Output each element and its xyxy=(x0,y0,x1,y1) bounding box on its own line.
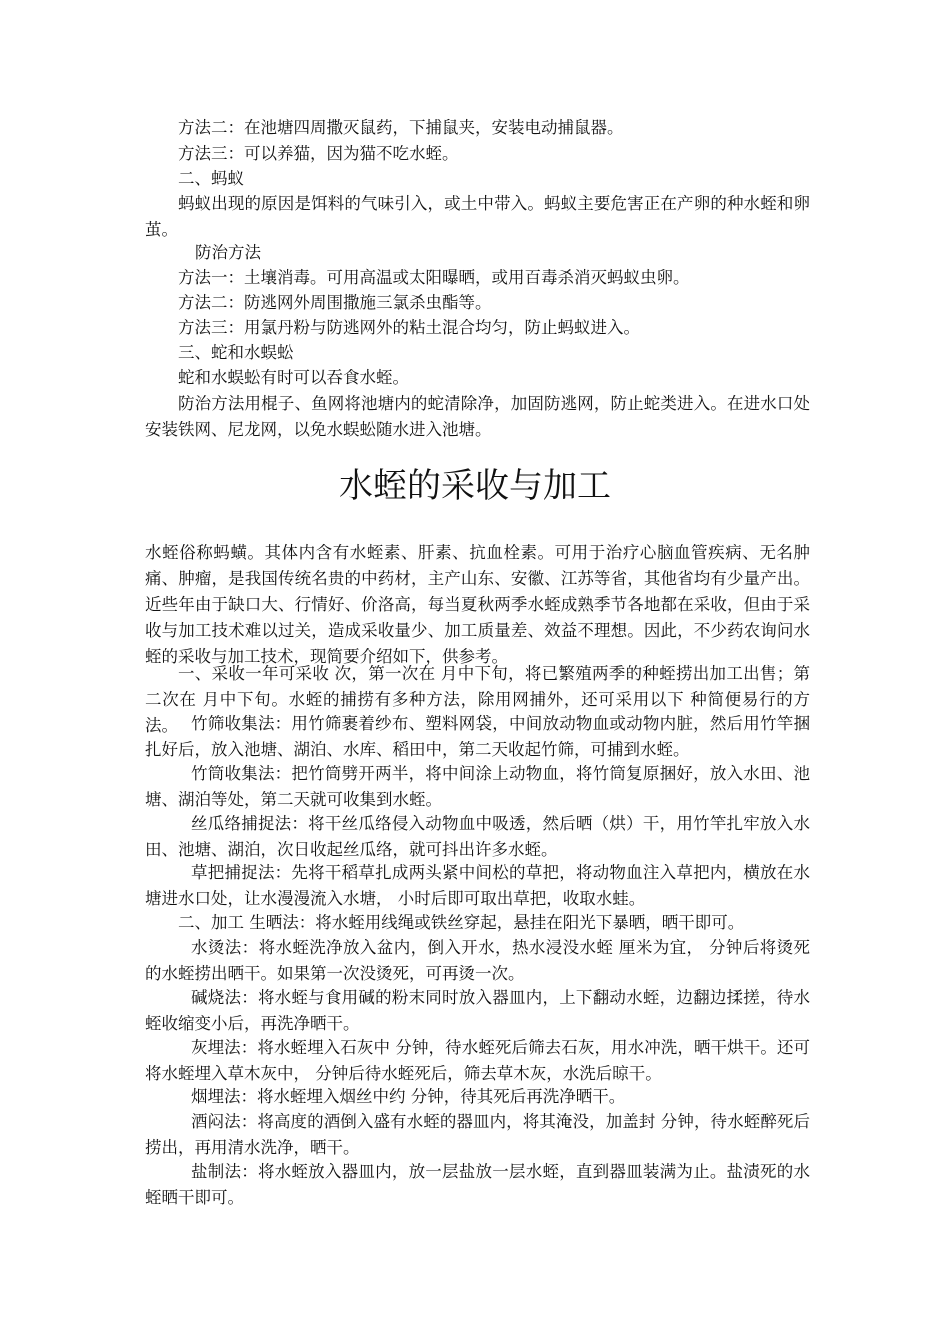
paragraph-method2: 方法二：在池塘四周撒灭鼠药，下捕鼠夹，安装电动捕鼠器。 xyxy=(178,118,624,137)
paragraph-intro: 水蛭俗称蚂蟥。其体内含有水蛭素、肝素、抗血栓素。可用于治疗心脑血管疾病、无名肿痛、肿瘤，是我国传统名贵的中药材，主产山东、安徽、江苏等省，其他省均有少量产出。近些年由于缺口大、行情好、价洛高，每当夏秋两季水蛭成熟季节各地都在采收，但由于采收与加工技术难以过关，造成采收量少、加工质量差、效益不理想。因此，不少药农询问水蛭的采收与加工技术，现简要介绍如下，供参考。 xyxy=(145,543,810,666)
paragraph-bamboo-tube: 竹筒收集法：把竹筒劈开两半，将中间涂上动物血，将竹筒复原捆好，放入水田、池塘、湖泊等处，第二天就可收集到水蛭。 xyxy=(145,764,810,809)
paragraph-alkali: 碱烧法：将水蛭与食用碱的粉末同时放入器皿内，上下翻动水蛭，边翻边揉搓，待水蛭收缩变小后，再洗净晒干。 xyxy=(145,988,810,1033)
heading-prevention: 防治方法 xyxy=(195,243,261,262)
paragraph-salt: 盐制法：将水蛭放入器皿内，放一层盐放一层水蛭，直到器皿装满为止。盐渍死的水蛭晒干即可。 xyxy=(145,1162,810,1207)
paragraph-ants-intro: 蚂蚁出现的原因是饵料的气味引入，或土中带入。蚂蚁主要危害正在产卵的种水蛭和卵茧。 xyxy=(145,194,810,239)
heading-ants: 二、蚂蚁 xyxy=(178,169,244,188)
paragraph-snake-intro: 蛇和水蜈蚣有时可以吞食水蛭。 xyxy=(178,368,409,387)
paragraph-wine: 酒闷法：将高度的酒倒入盛有水蛭的器皿内，将其淹没，加盖封 分钟，待水蛭醉死后捞出，再用清水洗净，晒干。 xyxy=(145,1112,810,1157)
paragraph-bamboo-sieve: 竹筛收集法：用竹筛裹着纱布、塑料网袋，中间放动物血或动物内脏，然后用竹竿捆扎好后，放入池塘、湖泊、水库、稻田中，第二天收起竹筛，可捕到水蛭。 xyxy=(145,714,810,759)
paragraph-loofah: 丝瓜络捕捉法：将干丝瓜络侵入动物血中吸透，然后晒（烘）干，用竹竿扎牢放入水田、池塘、湖泊，次日收起丝瓜络，就可抖出许多水蛭。 xyxy=(145,814,810,859)
paragraph-tobacco: 烟埋法：将水蛭埋入烟丝中约 分钟，待其死后再洗净晒干。 xyxy=(191,1087,626,1106)
paragraph-scald: 水烫法：将水蛭洗净放入盆内，倒入开水，热水浸没水蛭 厘米为宜， 分钟后将烫死的水蛭捞出晒干。如果第一次没烫死，可再烫一次。 xyxy=(145,938,810,983)
paragraph-processing: 二、加工 生晒法：将水蛭用线绳或铁丝穿起，悬挂在阳光下暴晒，晒干即可。 xyxy=(178,913,745,932)
paragraph-ash: 灰埋法：将水蛭埋入石灰中 分钟，待水蛭死后筛去石灰，用水冲洗，晒干烘干。还可将水蛭埋入草木灰中， 分钟后待水蛭死后，筛去草木灰，水洗后晾干。 xyxy=(145,1038,810,1083)
paragraph-ants-method1: 方法一：土壤消毒。可用高温或太阳曝晒，或用百毒杀消灭蚂蚁虫卵。 xyxy=(178,268,690,287)
paragraph-harvest: 一、采收一年可采收 次，第一次在 月中下旬，将已繁殖两季的种蛭捞出加工出售；第二次在 月中下旬。水蛭的捕捞有多种方法，除用网捕外，还可采用以下 种简便易行的方法。 xyxy=(145,664,810,735)
paragraph-ants-method2: 方法二：防逃网外周围撒施三氯杀虫酯等。 xyxy=(178,293,492,312)
paragraph-ants-method3: 方法三：用氯丹粉与防逃网外的粘土混合均匀，防止蚂蚁进入。 xyxy=(178,318,640,337)
paragraph-method3: 方法三：可以养猫，因为猫不吃水蛭。 xyxy=(178,144,459,163)
heading-snake: 三、蛇和水蜈蚣 xyxy=(178,343,294,362)
paragraph-snake-prevention: 防治方法用棍子、鱼网将池塘内的蛇清除净，加固防逃网，防止蛇类进入。在进水口处安装铁网、尼龙网，以免水蜈蚣随水进入池塘。 xyxy=(145,394,810,439)
page-title: 水蛭的采收与加工 xyxy=(339,466,611,506)
paragraph-straw: 草把捕捉法：先将干稻草扎成两头紧中间松的草把，将动物血注入草把内，横放在水塘进水口处，让水漫漫流入水塘， 小时后即可取出草把，收取水蛙。 xyxy=(145,863,810,908)
